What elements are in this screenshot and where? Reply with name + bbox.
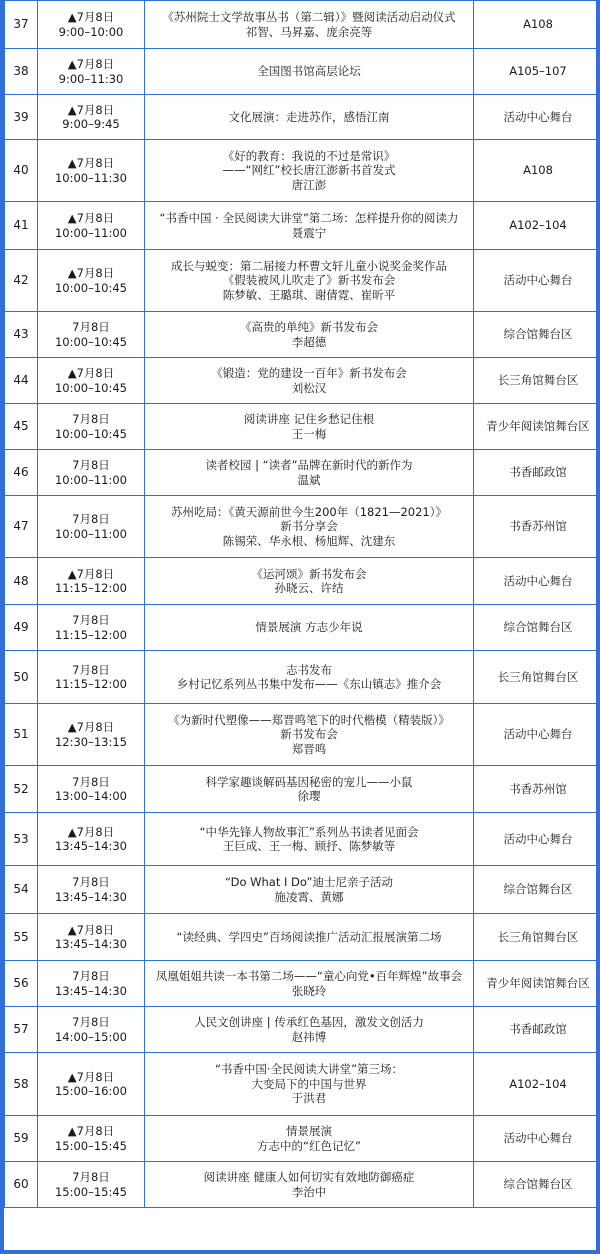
event-cell (145, 312, 474, 358)
event-time: 13:00–14:00 (54, 789, 128, 803)
table-row (5, 1007, 600, 1053)
table-row (5, 250, 600, 312)
row-number: 57 (5, 1007, 38, 1053)
venue-cell: 活动中心舞台 (474, 704, 600, 766)
date-time-cell (38, 49, 145, 95)
event-line: “读经典、学四史”百场阅读推广活动汇报展演第二场 (176, 929, 442, 944)
event-date: ▲7月8日 (67, 156, 115, 170)
row-number: 47 (5, 496, 38, 558)
event-cell (145, 605, 474, 651)
event-line: 刘松汉 (291, 380, 327, 395)
event-line: 《假装被风儿吹走了》新书发布会 (222, 273, 396, 288)
event-line: 人民文创讲座 | 传承红色基因，激发文创活力 (194, 1015, 424, 1029)
event-time: 13:45–14:30 (54, 839, 128, 853)
event-line: 孙晓云、许结 (274, 581, 344, 595)
row-number: 40 (5, 140, 38, 202)
venue-cell: 长三角馆舞台区 (474, 914, 600, 961)
event-line: 李超德 (291, 334, 327, 349)
event-line: “书香中国·全民阅读大讲堂”第三场： (214, 1062, 404, 1077)
date-time-cell (38, 358, 145, 404)
schedule-table (4, 0, 600, 1208)
venue-cell: 综合馆舞台区 (474, 312, 600, 358)
table-row (5, 49, 600, 95)
row-number: 52 (5, 766, 38, 813)
event-time: 13:45–14:30 (54, 937, 128, 951)
date-time-cell (38, 766, 145, 813)
event-cell (145, 95, 474, 140)
event-line: 乡村记忆系列丛书集中发布——《东山镇志》推介会 (176, 677, 442, 691)
event-time: 15:00–15:45 (54, 1184, 128, 1199)
venue-cell: 书香邮政馆 (474, 1007, 600, 1053)
event-line: 温斌 (297, 472, 321, 487)
event-line: 聂震宁 (291, 225, 327, 240)
event-date: ▲7月8日 (67, 720, 115, 734)
event-date: 7月8日 (72, 613, 110, 627)
date-time-cell (38, 704, 145, 766)
event-date: ▲7月8日 (67, 1069, 115, 1084)
date-time-cell (38, 404, 145, 450)
row-number: 41 (5, 202, 38, 250)
row-number: 51 (5, 704, 38, 766)
event-date: 7月8日 (72, 512, 110, 526)
table-row (5, 1116, 600, 1162)
row-number: 48 (5, 558, 38, 605)
event-date: 7月8日 (72, 458, 110, 472)
event-line: 赵祎博 (291, 1029, 327, 1044)
event-date: 7月8日 (72, 774, 110, 789)
event-cell (145, 450, 474, 496)
event-time: 11:15–12:00 (54, 581, 128, 595)
event-time: 15:00–16:00 (54, 1084, 128, 1098)
event-line: 《苏州院士文学故事丛书（第二辑）》暨阅读活动启动仪式 (162, 10, 456, 24)
venue-cell: 青少年阅读馆舞台区 (474, 961, 600, 1007)
event-line: “中华先锋人物故事汇”系列丛书读者见面会 (199, 824, 419, 839)
date-time-cell (38, 813, 145, 866)
event-cell (145, 1007, 474, 1053)
venue-cell: 活动中心舞台 (474, 1116, 600, 1162)
venue-cell: 长三角馆舞台区 (474, 358, 600, 404)
row-number: 58 (5, 1053, 38, 1116)
row-number: 60 (5, 1162, 38, 1208)
event-time: 10:00–10:45 (54, 334, 128, 349)
event-cell (145, 914, 474, 961)
row-number: 54 (5, 866, 38, 914)
venue-cell: A108 (474, 140, 600, 202)
event-line: 陈锡荣、华永根、杨旭辉、沈建东 (222, 533, 396, 548)
event-line: 凤凰姐姐共读一本书第二场——“童心向党•百年辉煌”故事会 (155, 969, 463, 983)
event-cell (145, 704, 474, 766)
venue-cell: 活动中心舞台 (474, 813, 600, 866)
event-cell (145, 404, 474, 450)
event-time: 10:00–10:45 (54, 380, 128, 395)
date-time-cell (38, 496, 145, 558)
event-time: 10:00–11:30 (54, 170, 128, 185)
event-date: ▲7月8日 (67, 824, 115, 839)
table-row (5, 866, 600, 914)
table-row (5, 95, 600, 140)
row-number: 55 (5, 914, 38, 961)
event-cell (145, 961, 474, 1007)
table-row (5, 813, 600, 866)
venue-cell: 活动中心舞台 (474, 558, 600, 605)
venue-cell: A102–104 (474, 202, 600, 250)
row-number: 37 (5, 1, 38, 49)
venue-cell: 书香邮政馆 (474, 450, 600, 496)
event-cell (145, 866, 474, 914)
event-date: ▲7月8日 (67, 102, 115, 117)
venue-cell: A108 (474, 1, 600, 49)
event-time: 10:00–11:00 (54, 526, 128, 541)
venue-cell: 综合馆舞台区 (474, 1162, 600, 1208)
table-row (5, 961, 600, 1007)
event-line: 全国图书馆高层论坛 (257, 64, 361, 79)
venue-cell: A102–104 (474, 1053, 600, 1116)
event-date: 7月8日 (72, 412, 110, 426)
event-cell (145, 202, 474, 250)
event-line: 唐江澎 (291, 177, 327, 192)
event-date: ▲7月8日 (67, 57, 115, 71)
venue-cell: 青少年阅读馆舞台区 (474, 404, 600, 450)
event-line: 施凌霄、黄娜 (274, 889, 344, 904)
event-time: 9:00–10:00 (58, 24, 124, 39)
table-row (5, 1, 600, 49)
event-line: 文化展演：走进苏作，感悟江南 (228, 109, 390, 124)
event-time: 9:00–11:30 (58, 71, 124, 86)
event-time: 10:00–10:45 (54, 426, 128, 441)
row-number: 45 (5, 404, 38, 450)
table-row (5, 1162, 600, 1208)
date-time-cell (38, 558, 145, 605)
event-date: ▲7月8日 (67, 922, 115, 937)
row-number: 39 (5, 95, 38, 140)
event-time: 12:30–13:15 (54, 734, 128, 749)
event-time: 10:00–11:00 (54, 472, 128, 487)
event-date: ▲7月8日 (67, 566, 115, 581)
event-line: 张晓玲 (291, 983, 327, 998)
event-cell (145, 358, 474, 404)
event-line: 新书分享会 (280, 519, 338, 534)
event-cell (145, 49, 474, 95)
event-date: 7月8日 (72, 969, 110, 983)
row-number: 43 (5, 312, 38, 358)
event-line: 阅读讲座 记住乡愁记住根 (243, 412, 375, 426)
date-time-cell (38, 1162, 145, 1208)
event-line: 《运河颂》新书发布会 (251, 566, 367, 581)
event-line: 王一梅 (291, 426, 327, 441)
event-line: 《为新时代塑像——郑晋鸣笔下的时代楷模（精装版）》 (168, 712, 450, 727)
row-number: 53 (5, 813, 38, 866)
event-line: “Do What I Do”迪士尼亲子活动 (224, 875, 393, 889)
date-time-cell (38, 312, 145, 358)
event-date: 7月8日 (72, 662, 110, 677)
event-line: 志书发布 (286, 662, 332, 677)
date-time-cell (38, 961, 145, 1007)
date-time-cell (38, 1116, 145, 1162)
event-line: 情景展演 方志少年说 (255, 620, 363, 635)
row-number: 46 (5, 450, 38, 496)
table-row (5, 496, 600, 558)
event-line: 《高贵的单纯》新书发布会 (240, 320, 378, 334)
venue-cell: A105–107 (474, 49, 600, 95)
table-row (5, 914, 600, 961)
table-row (5, 1053, 600, 1116)
event-date: ▲7月8日 (67, 10, 115, 24)
event-cell (145, 140, 474, 202)
date-time-cell (38, 605, 145, 651)
table-row (5, 140, 600, 202)
venue-cell: 书香苏州馆 (474, 496, 600, 558)
table-row (5, 404, 600, 450)
event-line: 阅读讲座 健康人如何切实有效地防御癌症 (203, 1170, 415, 1184)
event-line: 科学家趣谈解码基因秘密的宠儿——小鼠 (205, 774, 413, 789)
event-line: 陈梦敏、王璐琪、谢倩霓、崔昕平 (222, 287, 396, 302)
event-line: 方志中的“红色记忆” (257, 1138, 361, 1153)
event-line: 祁智、马昇嘉、庞余亮等 (245, 24, 373, 39)
event-line: 王巨成、王一梅、顾抒、陈梦敏等 (222, 839, 396, 853)
row-number: 38 (5, 49, 38, 95)
event-date: ▲7月8日 (67, 266, 115, 280)
event-cell (145, 1116, 474, 1162)
event-date: 7月8日 (72, 320, 110, 334)
date-time-cell (38, 450, 145, 496)
event-line: 成长与蜕变：第二届接力杯曹文轩儿童小说奖金奖作品 (171, 258, 447, 273)
event-date: ▲7月8日 (67, 211, 115, 225)
event-time: 10:00–10:45 (54, 280, 128, 295)
event-cell (145, 1053, 474, 1116)
venue-cell: 综合馆舞台区 (474, 605, 600, 651)
event-time: 15:00–15:45 (54, 1138, 128, 1153)
event-line: 于洪君 (291, 1091, 327, 1106)
row-number: 59 (5, 1116, 38, 1162)
event-time: 13:45–14:30 (54, 983, 128, 998)
event-time: 13:45–14:30 (54, 889, 128, 904)
event-cell (145, 496, 474, 558)
table-row (5, 605, 600, 651)
date-time-cell (38, 1053, 145, 1116)
date-time-cell (38, 866, 145, 914)
date-time-cell (38, 95, 145, 140)
event-time: 9:00–9:45 (62, 117, 120, 131)
row-number: 42 (5, 250, 38, 312)
event-cell (145, 766, 474, 813)
event-cell (145, 813, 474, 866)
table-row (5, 651, 600, 704)
event-line: 大变局下的中国与世界 (251, 1076, 367, 1091)
date-time-cell (38, 1007, 145, 1053)
event-date: 7月8日 (72, 875, 110, 889)
venue-cell: 活动中心舞台 (474, 250, 600, 312)
table-row (5, 450, 600, 496)
event-cell (145, 558, 474, 605)
table-row (5, 202, 600, 250)
event-date: ▲7月8日 (67, 366, 115, 380)
date-time-cell (38, 651, 145, 704)
event-date: ▲7月8日 (67, 1124, 115, 1138)
event-line: “书香中国 · 全民阅读大讲堂”第二场：怎样提升你的阅读力 (159, 211, 459, 225)
event-time: 11:15–12:00 (54, 677, 128, 691)
event-cell (145, 651, 474, 704)
table-row (5, 766, 600, 813)
date-time-cell (38, 250, 145, 312)
event-line: 《好的教育：我说的不过是常识》 (222, 148, 396, 163)
event-line: 李治中 (291, 1184, 327, 1199)
event-time: 10:00–11:00 (54, 225, 128, 240)
date-time-cell (38, 914, 145, 961)
date-time-cell (38, 140, 145, 202)
event-line: 读者校园 | “读者”品牌在新时代的新作为 (205, 458, 413, 472)
event-time: 11:15–12:00 (54, 627, 128, 642)
event-line: 《锻造：党的建设一百年》新书发布会 (211, 366, 407, 380)
event-line: 徐璎 (297, 789, 321, 803)
table-row (5, 358, 600, 404)
table-row (5, 312, 600, 358)
event-cell (145, 250, 474, 312)
event-date: 7月8日 (72, 1170, 110, 1184)
table-row (5, 704, 600, 766)
date-time-cell (38, 1, 145, 49)
venue-cell: 综合馆舞台区 (474, 866, 600, 914)
event-cell (145, 1162, 474, 1208)
row-number: 50 (5, 651, 38, 704)
table-row (5, 558, 600, 605)
event-line: 苏州吃局：《黄天源前世今生200年（1821—2021）》 (171, 504, 447, 519)
event-line: ——“网红”校长唐江澎新书首发式 (222, 163, 396, 178)
event-date: 7月8日 (72, 1015, 110, 1029)
event-cell (145, 1, 474, 49)
event-line: 情景展演 (286, 1124, 332, 1138)
event-line: 新书发布会 (280, 727, 338, 742)
row-number: 44 (5, 358, 38, 404)
venue-cell: 书香苏州馆 (474, 766, 600, 813)
venue-cell: 活动中心舞台 (474, 95, 600, 140)
event-time: 14:00–15:00 (54, 1029, 128, 1044)
row-number: 49 (5, 605, 38, 651)
date-time-cell (38, 202, 145, 250)
venue-cell: 长三角馆舞台区 (474, 651, 600, 704)
row-number: 56 (5, 961, 38, 1007)
event-line: 郑晋鸣 (291, 741, 327, 756)
